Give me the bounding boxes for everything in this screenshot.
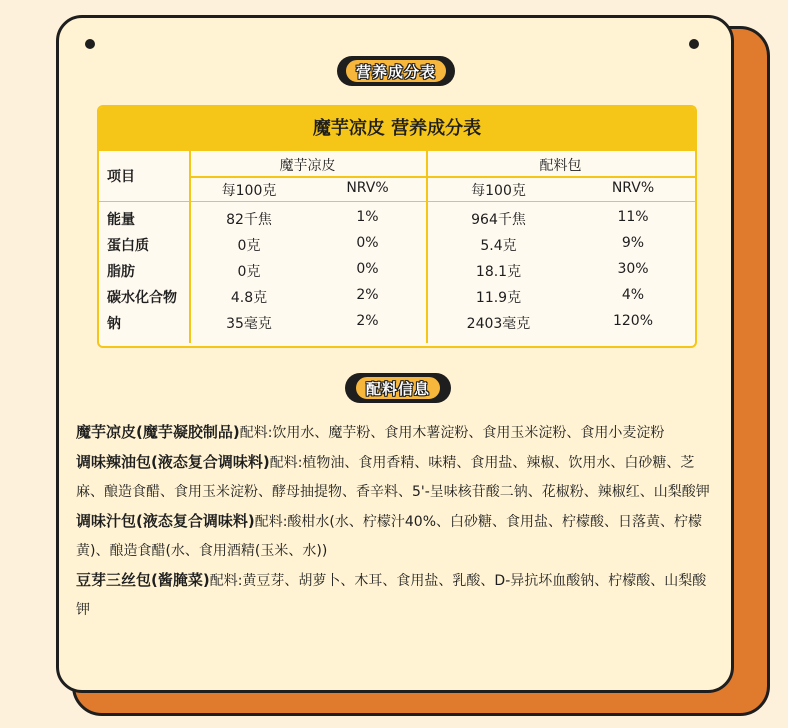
row-label: 脂肪 <box>107 264 135 280</box>
row-value-1: 0克 <box>237 264 261 280</box>
row-value-2: 11.9克 <box>475 290 522 306</box>
table-title: 魔芋凉皮 营养成分表 <box>99 107 695 151</box>
info-card <box>56 15 734 693</box>
ingredient-text: 配料:植物油、食用香精、味精、食用盐、辣椒、饮用水、白砂糖、芝麻、酿造食醋、食用玉米淀粉、酵母抽提物、香辛料、5'-呈味核苷酸二钠、花椒粉、辣椒红、山梨酸钾 <box>76 455 710 500</box>
row-value-1: 0克 <box>237 238 261 254</box>
row-value-2: 5.4克 <box>480 238 517 254</box>
nutrition-section-title: 营养成分表 <box>344 58 448 84</box>
ingredients-section-badge <box>345 373 451 403</box>
nutrition-table <box>97 105 697 348</box>
row-value-2: 18.1克 <box>475 264 522 280</box>
table-header <box>99 151 695 202</box>
row-label: 蛋白质 <box>107 238 149 254</box>
row-nrv-1: 0% <box>356 235 379 251</box>
nrv-header-1: NRV% <box>346 180 389 196</box>
row-label: 钠 <box>107 316 121 332</box>
item-header: 项目 <box>107 169 135 185</box>
row-nrv-2: 9% <box>621 235 645 251</box>
pin-dot-right <box>689 39 699 49</box>
group-name-1: 魔芋凉皮 <box>279 158 336 174</box>
ingredients-list <box>76 418 716 625</box>
ingredient-name: 魔芋凉皮(魔芋凝胶制品) <box>76 423 240 441</box>
ingredient-text: 配料:黄豆芽、胡萝卜、木耳、食用盐、乳酸、D-异抗坏血酸钠、柠檬酸、山梨酸钾 <box>76 573 707 618</box>
ingredient-entry <box>76 448 716 507</box>
row-value-1: 35毫克 <box>226 316 272 332</box>
row-nrv-1: 2% <box>356 313 379 329</box>
row-value-1: 82千焦 <box>226 212 272 228</box>
row-value-1: 4.8克 <box>230 290 268 306</box>
row-nrv-1: 2% <box>356 287 379 303</box>
nutrition-section-badge <box>337 56 455 86</box>
row-nrv-1: 1% <box>356 209 379 225</box>
row-value-2: 964千焦 <box>471 212 526 228</box>
ingredient-text: 配料:饮用水、魔芋粉、食用木薯淀粉、食用玉米淀粉、食用小麦淀粉 <box>239 425 665 441</box>
pin-dot-left <box>85 39 95 49</box>
ingredient-name: 调味辣油包(液态复合调味料) <box>76 453 270 471</box>
per100-header-1: 每100克 <box>221 183 277 199</box>
per100-header-2: 每100克 <box>471 183 526 199</box>
ingredient-entry <box>76 418 716 448</box>
nrv-header-2: NRV% <box>611 180 655 196</box>
ingredient-text: 配料:酸柑水(水、柠檬汁40%、白砂糖、食用盐、柠檬酸、日落黄、柠檬黄)、酿造食醋(水、食用酒精(玉米、水)) <box>76 514 703 559</box>
row-nrv-2: 30% <box>617 261 649 277</box>
row-nrv-2: 4% <box>621 287 645 303</box>
row-label: 能量 <box>107 212 135 228</box>
ingredient-name: 豆芽三丝包(酱腌菜) <box>76 571 210 589</box>
row-value-2: 2403毫克 <box>466 316 531 332</box>
row-nrv-2: 11% <box>617 209 649 225</box>
table-body <box>99 202 695 343</box>
ingredient-entry <box>76 507 716 566</box>
ingredient-entry <box>76 566 716 625</box>
row-nrv-2: 120% <box>612 313 654 329</box>
row-label: 碳水化合物 <box>107 290 177 306</box>
ingredients-section-title: 配料信息 <box>354 375 442 401</box>
group-name-2: 配料包 <box>539 158 582 174</box>
ingredient-name: 调味汁包(液态复合调味料) <box>76 512 255 530</box>
row-nrv-1: 0% <box>356 261 379 277</box>
